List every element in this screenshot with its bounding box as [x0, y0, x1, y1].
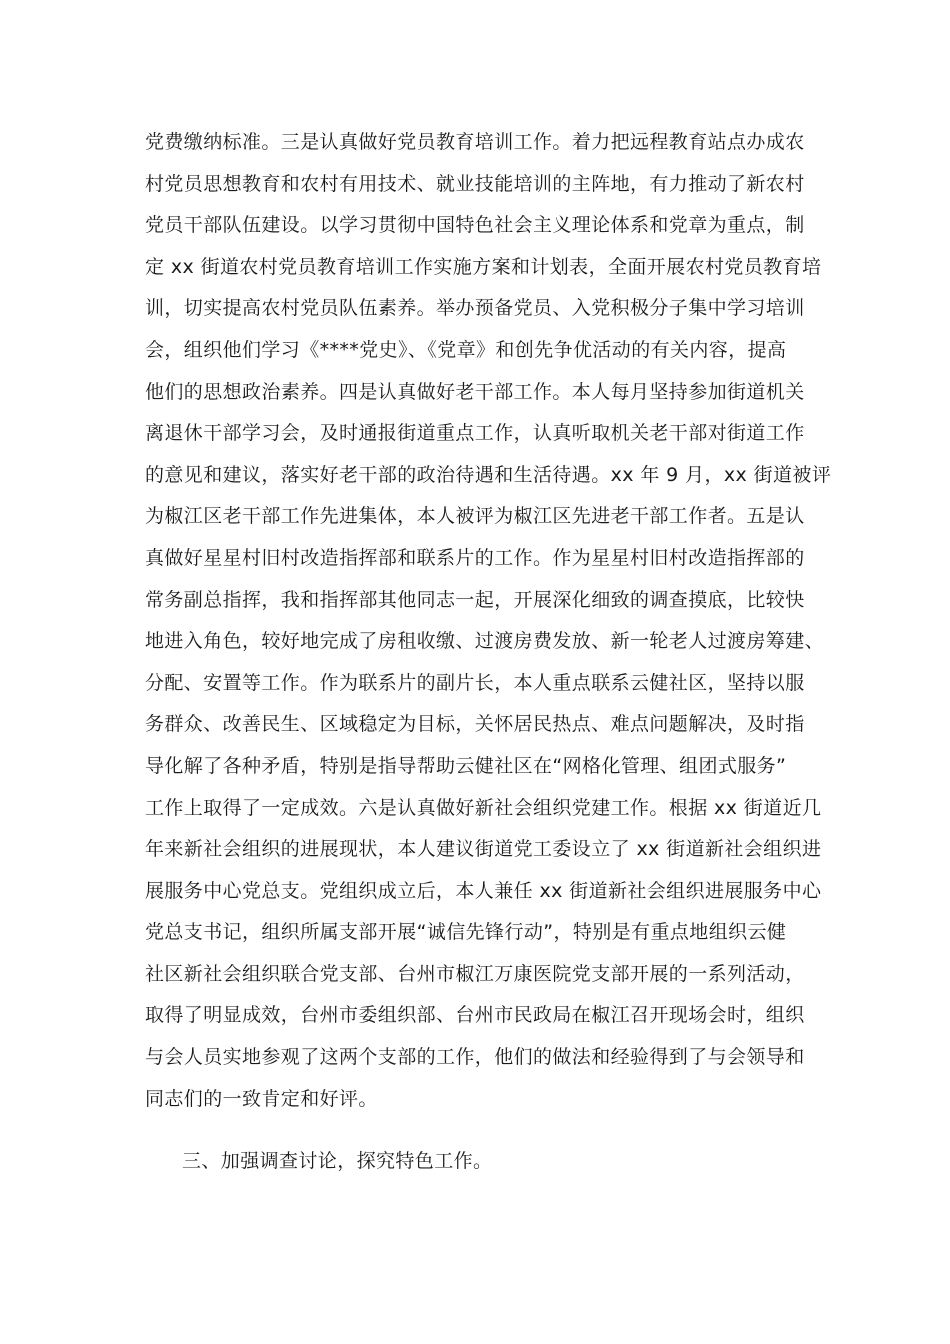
section-heading: 三、加强调查讨论，探究特色工作。 [182, 1150, 493, 1172]
paragraph-line: 党员干部队伍建设。以学习贯彻中国特色社会主义理论体系和党章为重点，制 [145, 214, 805, 237]
paragraph-line: 与会人员实地参观了这两个支部的工作，他们的做法和经验得到了与会领导和 [145, 1046, 805, 1069]
paragraph-line: 取得了明显成效，台州市委组织部、台州市民政局在椒江召开现场会时，组织 [145, 1004, 805, 1027]
paragraph-line: 分配、安置等工作。作为联系片的副片长，本人重点联系云健社区，坚持以服 [145, 671, 805, 694]
paragraph-line: 工作上取得了一定成效。六是认真做好新社会组织党建工作。根据 xx 街道近几 [145, 796, 822, 819]
body-paragraph [145, 122, 832, 1120]
paragraph-line: 展服务中心党总支。党组织成立后，本人兼任 xx 街道新社会组织进展服务中心 [145, 879, 822, 902]
paragraph-line: 党费缴纳标准。三是认真做好党员教育培训工作。着力把远程教育站点办成农 [145, 131, 805, 153]
paragraph-line: 真做好星星村旧村改造指挥部和联系片的工作。作为星星村旧村改造指挥部的 [145, 546, 805, 569]
paragraph-line: 为椒江区老干部工作先进集体，本人被评为椒江区先进老干部工作者。五是认 [145, 505, 805, 528]
paragraph-line: 导化解了各种矛盾，特别是指导帮助云健社区在“网格化管理、组团式服务” [145, 754, 787, 777]
paragraph-line: 同志们的一致肯定和好评。 [145, 1087, 378, 1110]
paragraph-line: 常务副总指挥，我和指挥部其他同志一起，开展深化细致的调查摸底，比较快 [145, 588, 805, 611]
paragraph-line: 定 xx 街道农村党员教育培训工作实施方案和计划表，全面开展农村党员教育培 [145, 255, 822, 278]
paragraph-line: 年来新社会组织的进展现状，本人建议街道党工委设立了 xx 街道新社会组织进 [145, 838, 822, 861]
paragraph-line: 党总支书记，组织所属支部开展“诚信先锋行动”，特别是有重点地组织云健 [145, 921, 787, 944]
paragraph-line: 社区新社会组织联合党支部、台州市椒江万康医院党支部开展的一系列活动， [145, 962, 805, 985]
paragraph-line: 村党员思想教育和农村有用技术、就业技能培训的主阵地，有力推动了新农村 [145, 172, 805, 195]
paragraph-line: 务群众、改善民生、区域稳定为目标，关怀居民热点、难点问题解决，及时指 [145, 713, 805, 736]
paragraph-line: 地进入角色，较好地完成了房租收缴、过渡房费发放、新一轮老人过渡房筹建、 [145, 630, 825, 653]
paragraph-line: 离退休干部学习会，及时通报街道重点工作，认真听取机关老干部对街道工作 [145, 422, 805, 445]
paragraph-line: 训，切实提高农村党员队伍素养。举办预备党员、入党积极分子集中学习培训 [145, 297, 805, 320]
paragraph-line: 的意见和建议，落实好老干部的政治待遇和生活待遇。xx 年 9 月，xx 街道被评 [145, 463, 832, 486]
paragraph-line: 他们的思想政治素养。四是认真做好老干部工作。本人每月坚持参加街道机关 [145, 380, 805, 403]
paragraph-line: 会，组织他们学习《****党史》、《党章》和创先争优活动的有关内容，提高 [145, 338, 787, 361]
